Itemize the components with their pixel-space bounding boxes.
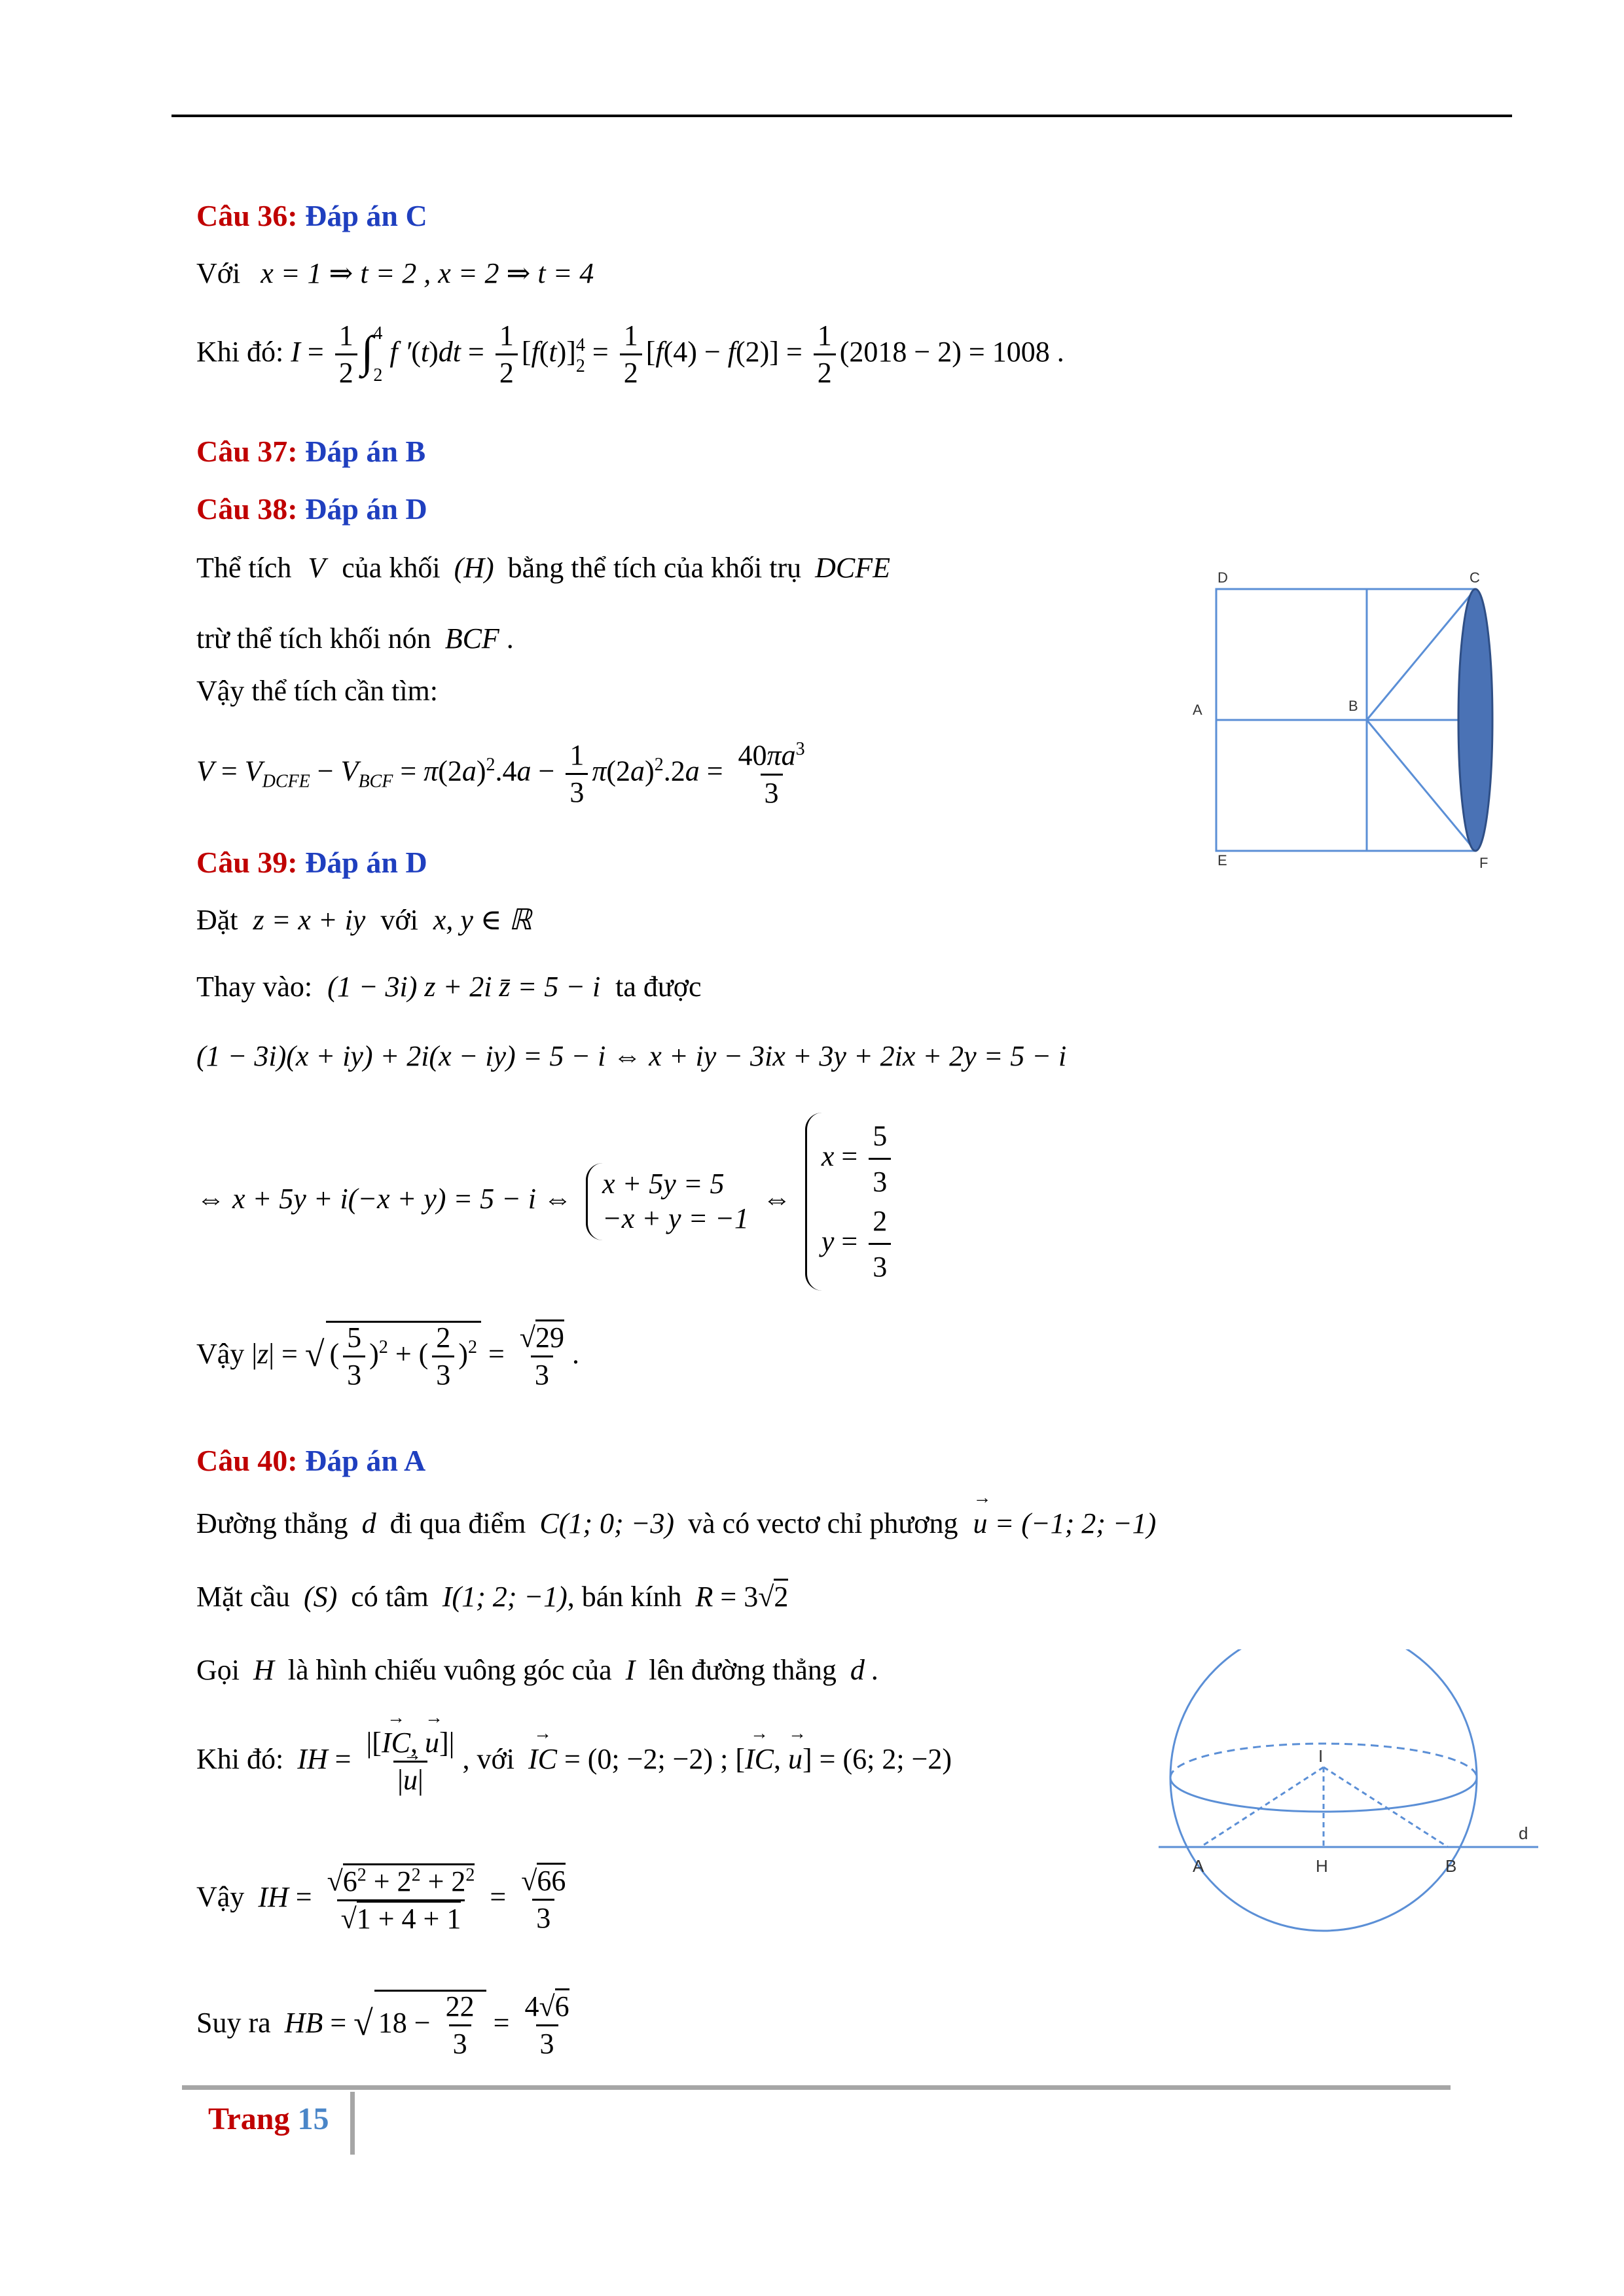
q40-label: Câu 40: [196, 1444, 298, 1477]
q40-line4: Khi đó: IH = $\frac{|[\to IC, \to u]|}{|\to u|}$ , với → IC = (0; −2; −2) ; [→ IC, → u] = (6; 2; −2) [196, 1728, 952, 1795]
sphere-figure [1152, 1649, 1545, 1944]
q39-line1-b: với [380, 904, 418, 936]
point-c: C(1; 0; −3) [539, 1507, 675, 1539]
q40-line6: Suy ra HB = √ 18 − $\frac{22}{3}$ = $\frac{4√6}{3}$ [196, 1990, 577, 2059]
var-h: (H) [454, 552, 494, 584]
cylinder-cone-figure [1191, 563, 1558, 877]
page-number [208, 2101, 329, 2137]
label-d: D [1218, 569, 1228, 586]
label-h: H [1316, 1856, 1328, 1876]
q40-line1-prefix: Đường thẳng [196, 1507, 348, 1539]
footer-rule [182, 2085, 1451, 2090]
q40-line3-prefix: Gọi [196, 1654, 240, 1686]
page-value: 15 [297, 2102, 329, 2136]
q40-line1-b: đi qua điểm [389, 1507, 526, 1539]
fraction: $\frac{1}{2}$ [814, 321, 836, 388]
q39-line1 [196, 903, 532, 938]
q39-line4-math: ⇔ x + 5y + i(−x + y) = 5 − i ⇔ [196, 1182, 573, 1215]
fraction: $\frac{√6^2 + 2^2 + 2^2}{√1 + 4 + 1}$ [323, 1865, 479, 1934]
q37-label: Câu 37: [196, 435, 298, 468]
q39-line1-prefix: Đặt [196, 904, 238, 936]
q39-line4: ⇔ x + 5y + i(−x + y) = 5 − i ⇔ x + 5y = 5 −x + y = −1 ⇔ x = $\frac{5}{3}$ y = $\frac{2}{3}$ [196, 1113, 901, 1291]
q38-title [196, 491, 427, 527]
fraction: $\frac{40\pi a^3}{3}$ [738, 739, 805, 809]
q40-line1-e: và có vectơ chỉ phương [688, 1507, 958, 1539]
q39-line2-b: ta được [615, 971, 702, 1003]
cone-base-ellipse [1458, 589, 1492, 851]
fraction: $\frac{1}{2}$ [496, 321, 518, 388]
q40-line5-prefix: Vậy [196, 1880, 245, 1913]
page-label: Trang [208, 2102, 290, 2136]
q38-formula: $V = V_{DCFE} - V_{BCF} = \pi(2a)^2.4a$ − $\frac{1}{3}$ $\pi(2a)^2.2a$ = $\frac{40\pi a^3}{3}$ [196, 740, 813, 808]
q39-title [196, 844, 427, 880]
fraction: $\frac{|[\to IC, \to u]|}{|\to u|}$ [363, 1728, 459, 1795]
q38-text1b: của khối [342, 552, 441, 584]
sys-eq1: x + 5y = 5 [602, 1167, 725, 1200]
q38-line2: trừ thể tích khối nón BCF . [196, 622, 514, 655]
fraction: $\frac{1}{3}$ [566, 740, 588, 808]
q38-line1 [196, 551, 890, 586]
q40-line2: Mặt cầu (S) có tâm I(1; 2; −1), bán kính R = 3√2 [196, 1580, 788, 1615]
q38-text2: trừ thể tích khối nón [196, 622, 431, 655]
label-b: B [1445, 1856, 1457, 1876]
fraction: $\frac{1}{2}$ [620, 321, 642, 388]
q39-line5-prefix: Vậy [196, 1337, 245, 1370]
var-d: d [361, 1507, 376, 1539]
q40-line6-prefix: Suy ra [196, 2006, 271, 2039]
fraction: $\frac{2}{3}$ [432, 1323, 454, 1390]
q40-line5: Vậy IH = $\frac{√6^2 + 2^2 + 2^2}{√1 + 4 + 1}$ = $\frac{√66}{3}$ [196, 1865, 573, 1934]
q36-answer: Đáp án C [305, 199, 427, 232]
fraction: $\frac{5}{3}$ [869, 1117, 891, 1202]
q39-line2-prefix: Thay vào: [196, 971, 313, 1003]
q40-line1: Đường thẳng d đi qua điểm C(1; 0; −3) và có vectơ chỉ phương → u = (−1; 2; −1) [196, 1507, 1156, 1541]
label-d-line: d [1519, 1823, 1528, 1843]
q36-line2-prefix: Khi đó: [196, 335, 284, 368]
q36-line1-prefix: Với [196, 257, 241, 289]
q40-line2-prefix: Mặt cầu [196, 1581, 290, 1613]
equator-back [1170, 1744, 1477, 1778]
q39-answer: Đáp án D [305, 846, 427, 879]
q40-title [196, 1443, 425, 1479]
var-dcfe: DCFE [815, 552, 890, 584]
header-rule [171, 115, 1512, 117]
q39-line2-math: (1 − 3i) z + 2i z̄ = 5 − i [327, 971, 601, 1003]
q38-line3: Vậy thể tích cần tìm: [196, 675, 438, 707]
fraction: $\frac{2}{3}$ [869, 1202, 891, 1287]
fraction: $\frac{√66}{3}$ [517, 1866, 569, 1933]
q39-line3 [196, 1039, 1066, 1074]
fraction: $\frac{4√6}{3}$ [520, 1992, 573, 2059]
center-i: I(1; 2; −1) [442, 1581, 568, 1613]
equation-system [586, 1163, 749, 1240]
q38-label: Câu 38: [196, 492, 298, 526]
q37-answer: Đáp án B [305, 435, 426, 468]
sphere-s: (S) [303, 1581, 338, 1613]
q39-line1-math: z = x + iy [253, 904, 366, 936]
q38-text1c: bằng thể tích của khối trụ [507, 552, 802, 584]
q40-line4-b: , với [462, 1742, 514, 1775]
fraction: $\frac{√29}{3}$ [516, 1323, 568, 1390]
q39-line2 [196, 970, 702, 1005]
q40-line2-d: , bán kính [567, 1581, 682, 1613]
q40-line4-prefix: Khi đó: [196, 1742, 284, 1775]
q38-text1: Thể tích [196, 552, 292, 584]
q40-line2-b: có tâm [351, 1581, 429, 1613]
q36-line2: Khi đó: I = $\frac{1}{2}$ $\int_2^4$ f ′(t)dt = $\frac{1}{2}$ $[f(t)]_2^4$ = $\frac{1}{2}$ [f(4) − f(2)] = $\frac{1}{2}$ (2018 − 2) = 1008 . [196, 319, 1064, 389]
label-f: F [1479, 855, 1489, 871]
label-b: B [1348, 698, 1358, 714]
footer-divider [350, 2092, 355, 2155]
var-d2: d . [850, 1654, 879, 1686]
vector-u-value: = (−1; 2; −1) [994, 1507, 1157, 1539]
var-v: V [308, 552, 326, 584]
q39-line1-c: x, y ∈ ℝ [433, 904, 532, 936]
label-e: E [1218, 852, 1227, 869]
label-a: A [1193, 1856, 1204, 1876]
q36-label: Câu 36: [196, 199, 298, 232]
q40-line3-b: là hình chiếu vuông góc của [287, 1654, 612, 1686]
var-bcf: BCF [444, 622, 499, 655]
q39-label: Câu 39: [196, 846, 298, 879]
q39-line5: Vậy |z| = √ ( $\frac{5}{3}$ )$^2$ + ( $\frac{2}{3}$ )$^2$ = $\frac{√29}{3}$ . [196, 1321, 579, 1390]
label-i: I [1318, 1746, 1324, 1766]
q37-title [196, 433, 425, 469]
fraction: $\frac{22}{3}$ [445, 1990, 475, 2060]
q38-answer: Đáp án D [305, 492, 427, 526]
q40-answer: Đáp án A [305, 1444, 426, 1477]
label-a: A [1193, 702, 1202, 718]
q40-line3 [196, 1653, 879, 1688]
q39-line3-math: (1 − 3i)(x + iy) + 2i(x − iy) = 5 − i ⇔ x + iy − 3ix + 3y + 2ix + 2y = 5 − i [196, 1040, 1067, 1072]
sys-eq2: −x + y = −1 [602, 1202, 749, 1234]
q40-line3-c: lên đường thẳng [649, 1654, 837, 1686]
q36-title [196, 198, 427, 234]
solution-system: x = $\frac{5}{3}$ y = $\frac{2}{3}$ [805, 1113, 895, 1291]
var-i: I [625, 1654, 636, 1686]
fraction: $\frac{1}{2}$ [335, 321, 357, 388]
var-h2: H [253, 1654, 274, 1686]
fraction: $\frac{5}{3}$ [343, 1323, 365, 1390]
label-c: C [1470, 569, 1480, 586]
q36-result: (2018 − 2) = 1008 . [839, 335, 1064, 368]
q36-line1 [196, 257, 594, 291]
q36-line1-math: x = 1 ⇒ t = 2 , x = 2 ⇒ t = 4 [261, 257, 594, 289]
